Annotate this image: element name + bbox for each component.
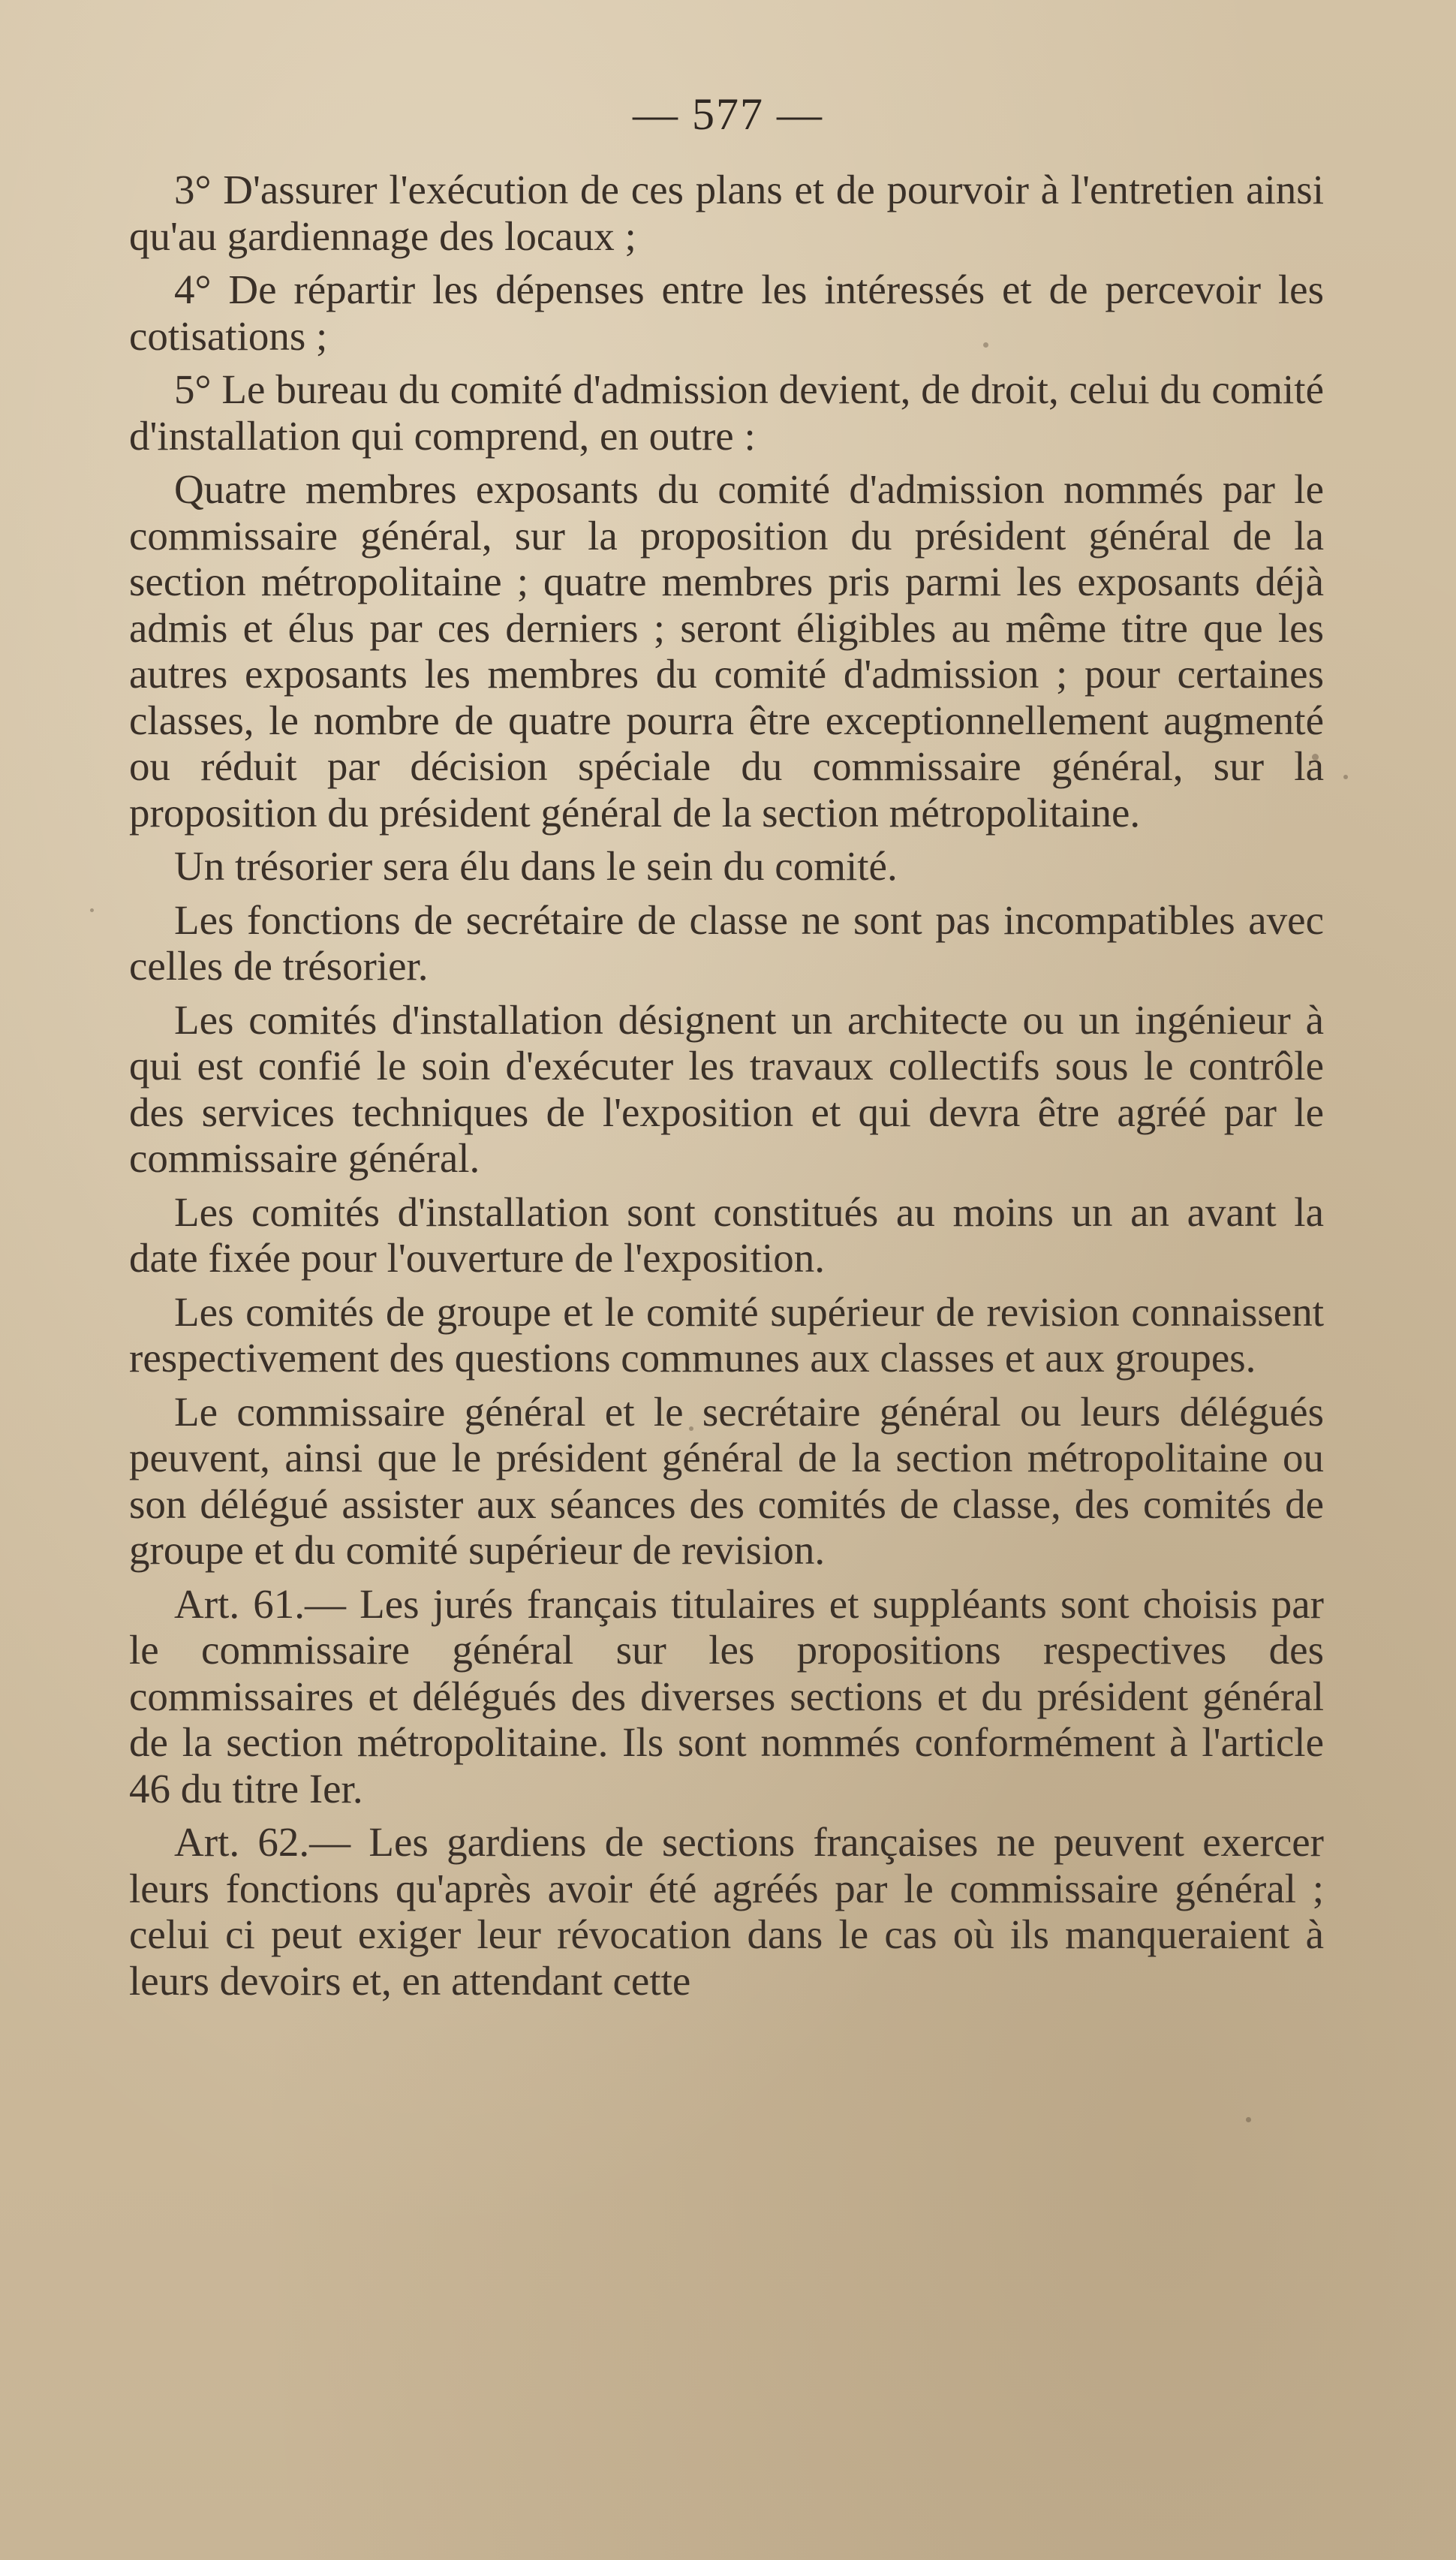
paragraph-article-61: Art. 61.— Les jurés français titulaires et suppléants sont choisis par le commissaire général sur les propositions respectives des commissaires et délégués des diverses sections et du président général de la section métropolitaine. Ils sont nommés conformément à l'article 46 du titre Ier. — [129, 1580, 1324, 1812]
paragraph-installation-members: Quatre membres exposants du comité d'admission nommés par le commissaire général, sur la proposition du président général de la section métropolitaine ; quatre membres pris parmi les exposants déjà admis et élus par ces derniers ; seront éligibles au même titre que les autres exposants les membres du comité d'admission ; pour certaines classes, le nombre de quatre pourra être exceptionnellement augmenté ou réduit par décision spéciale du commissaire général, sur la proposition du président général de la section métropolitaine. — [129, 466, 1324, 836]
paragraph-item-4: 4° De répartir les dépenses entre les intéressés et de percevoir les cotisations ; — [129, 267, 1324, 359]
body-text — [129, 167, 1324, 2008]
paper-speck — [1246, 2117, 1251, 2122]
paper-speck — [983, 342, 988, 348]
paragraph-architect: Les comités d'installation désignent un architecte ou un ingénieur à qui est confié le soin d'exécuter les travaux collectifs sous le contrôle des services techniques de l'exposition et qui devra être agréé par le commissaire général. — [129, 996, 1324, 1181]
paragraph-group-committees: Les comités de groupe et le comité supérieur de revision connaissent respectivement des questions communes aux classes et aux groupes. — [129, 1288, 1324, 1381]
paragraph-secretary: Les fonctions de secrétaire de classe ne sont pas incompatibles avec celles de trésorier. — [129, 896, 1324, 989]
paper-speck — [1343, 775, 1348, 779]
paper-speck — [689, 1426, 693, 1431]
paragraph-item-3: 3° D'assurer l'exécution de ces plans et de pourvoir à l'entretien ainsi qu'au gardiennage des locaux ; — [129, 167, 1324, 259]
paragraph-treasurer: Un trésorier sera élu dans le sein du comité. — [174, 843, 898, 889]
paper-speck — [90, 908, 94, 912]
paragraph-article-62: Art. 62.— Les gardiens de sections françaises ne peuvent exercer leurs fonctions qu'après avoir été agréés par le commissaire général ; celui ci peut exiger leur révocation dans le cas où ils manqueraient à leurs devoirs et, en attendant cette — [129, 1819, 1324, 2004]
paragraph-item-5: 5° Le bureau du comité d'admission devient, de droit, celui du comité d'installation qui comprend, en outre : — [129, 366, 1324, 459]
paragraph-constitution-date: Les comités d'installation sont constitués au moins un an avant la date fixée pour l'ouverture de l'exposition. — [129, 1188, 1324, 1281]
paper-speck — [1312, 754, 1319, 760]
paper-speck — [399, 1736, 403, 1739]
paragraph-commissioner-attendance: Le commissaire général et le secrétaire général ou leurs délégués peuvent, ainsi que le président général de la section métropolitaine ou son délégué assister aux séances des comités de classe, des comités de groupe et du comité supérieur de revision. — [129, 1388, 1324, 1573]
page-number: — 577 — — [633, 89, 823, 139]
